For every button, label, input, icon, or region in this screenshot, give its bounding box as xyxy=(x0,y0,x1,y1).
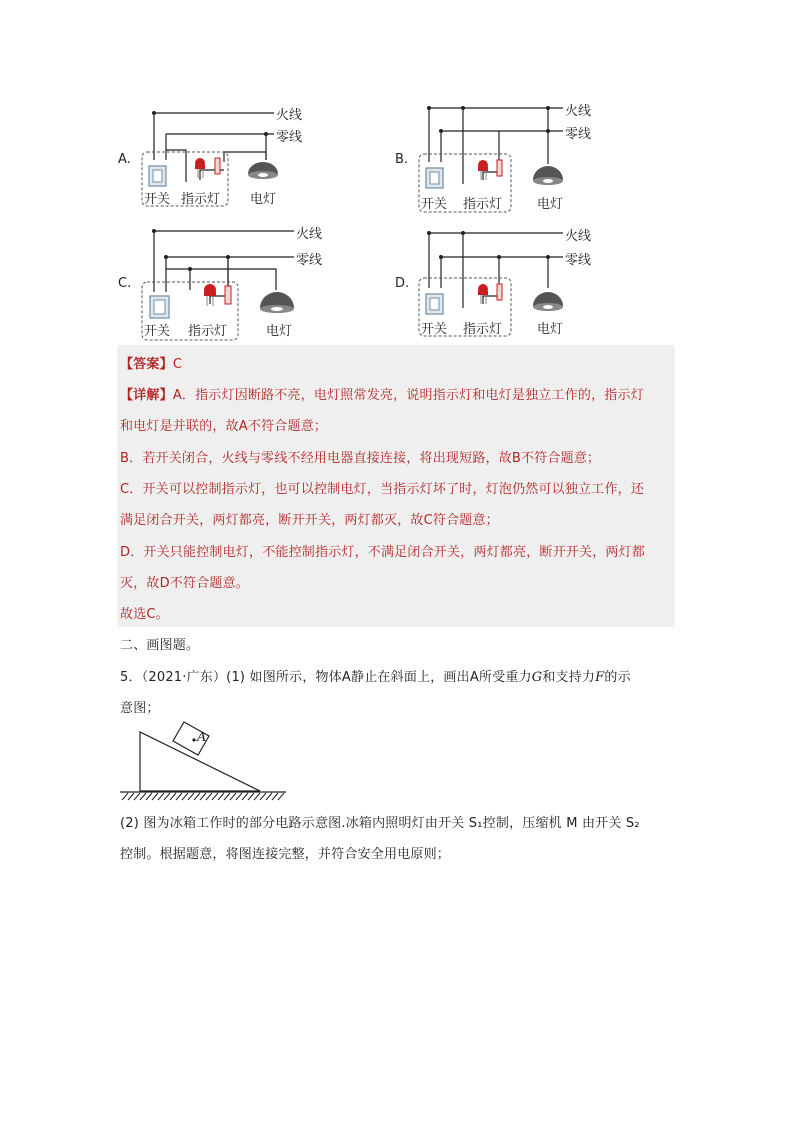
lamp-label: 电灯 xyxy=(266,324,293,339)
detail-label: 【详解】 xyxy=(120,388,173,403)
incline-figure xyxy=(118,718,288,803)
detail-line-2: 和电灯是并联的，故A不符合题意； xyxy=(120,419,328,434)
question-5-part2-line-2: 控制。根据题意，将图连接完整，并符合安全用电原则； xyxy=(120,847,451,862)
answer-label: 【答案】 xyxy=(120,357,173,372)
question-5-part2-line-1: (2) 图为冰箱工作时的部分电路示意图.冰箱内照明灯由开关 S₁控制，压缩机 M 由开关 S₂ xyxy=(120,816,640,831)
center-of-mass-dot xyxy=(192,738,195,741)
detail-line-1: 【详解】A．指示灯因断路不亮，电灯照常发亮，说明指示灯和电灯是独立工作的，指示灯 xyxy=(120,388,644,403)
switch-label: 开关 xyxy=(144,324,171,339)
answer-value: C xyxy=(172,357,183,372)
option-b xyxy=(395,100,605,215)
resistor-icon xyxy=(225,286,231,304)
option-letter[interactable]: A. xyxy=(118,152,131,167)
question-5-line-1: 5．（2021·广东）(1) 如图所示，物体A静止在斜面上，画出A所受重力G和支持力F的示 xyxy=(120,670,631,685)
switch-label: 开关 xyxy=(421,322,448,337)
indicator-label: 指示灯 xyxy=(188,324,228,339)
detail-line-7: 灭，故D不符合题意。 xyxy=(120,576,250,591)
detail-line-4: C．开关可以控制指示灯，也可以控制电灯，当指示灯坏了时，灯泡仍然可以独立工作，还 xyxy=(120,482,645,497)
option-letter[interactable]: D. xyxy=(395,276,410,291)
lamp-label: 电灯 xyxy=(537,322,564,337)
resistor-icon xyxy=(497,284,502,300)
fire-line-label: 火线 xyxy=(276,108,303,123)
lamp-label: 电灯 xyxy=(537,197,564,212)
question-5-line-2: 意图； xyxy=(120,701,160,716)
neutral-line-label: 零线 xyxy=(565,253,592,268)
detail-line-5: 满足闭合开关，两灯都亮，断开开关，两灯都灭，故C符合题意； xyxy=(120,513,499,528)
detail-line-6: D．开关只能控制电灯，不能控制指示灯，不满足闭合开关，两灯都亮，断开开关，两灯都 xyxy=(120,545,646,560)
indicator-label: 指示灯 xyxy=(463,197,503,212)
option-a xyxy=(118,100,318,210)
answer-line xyxy=(120,353,182,372)
indicator-label: 指示灯 xyxy=(181,192,221,207)
detail-line-3: B．若开关闭合，火线与零线不经用电器直接连接，将出现短路，故B不符合题意； xyxy=(120,451,601,466)
indicator-label: 指示灯 xyxy=(463,322,503,337)
neutral-line-label: 零线 xyxy=(565,127,592,142)
detail-line-8: 故选C。 xyxy=(120,607,169,622)
option-d xyxy=(395,222,605,340)
gravity-symbol: G xyxy=(531,670,543,685)
neutral-line-label: 零线 xyxy=(296,253,323,268)
support-force-symbol: F xyxy=(595,670,605,685)
option-c xyxy=(118,222,348,344)
switch-label: 开关 xyxy=(144,192,171,207)
option-letter[interactable]: B. xyxy=(395,152,409,167)
fire-line-label: 火线 xyxy=(565,229,592,244)
resistor-icon xyxy=(215,158,220,174)
resistor-icon xyxy=(497,160,502,176)
fire-line-label: 火线 xyxy=(565,104,592,119)
section-title: 二、画图题。 xyxy=(120,638,200,653)
option-letter[interactable]: C. xyxy=(118,276,132,291)
ground-hatching xyxy=(122,793,284,800)
fire-line-label: 火线 xyxy=(296,227,323,242)
switch-label: 开关 xyxy=(421,197,448,212)
block-label: A xyxy=(197,730,207,745)
neutral-line-label: 零线 xyxy=(276,130,303,145)
lamp-label: 电灯 xyxy=(250,192,277,207)
